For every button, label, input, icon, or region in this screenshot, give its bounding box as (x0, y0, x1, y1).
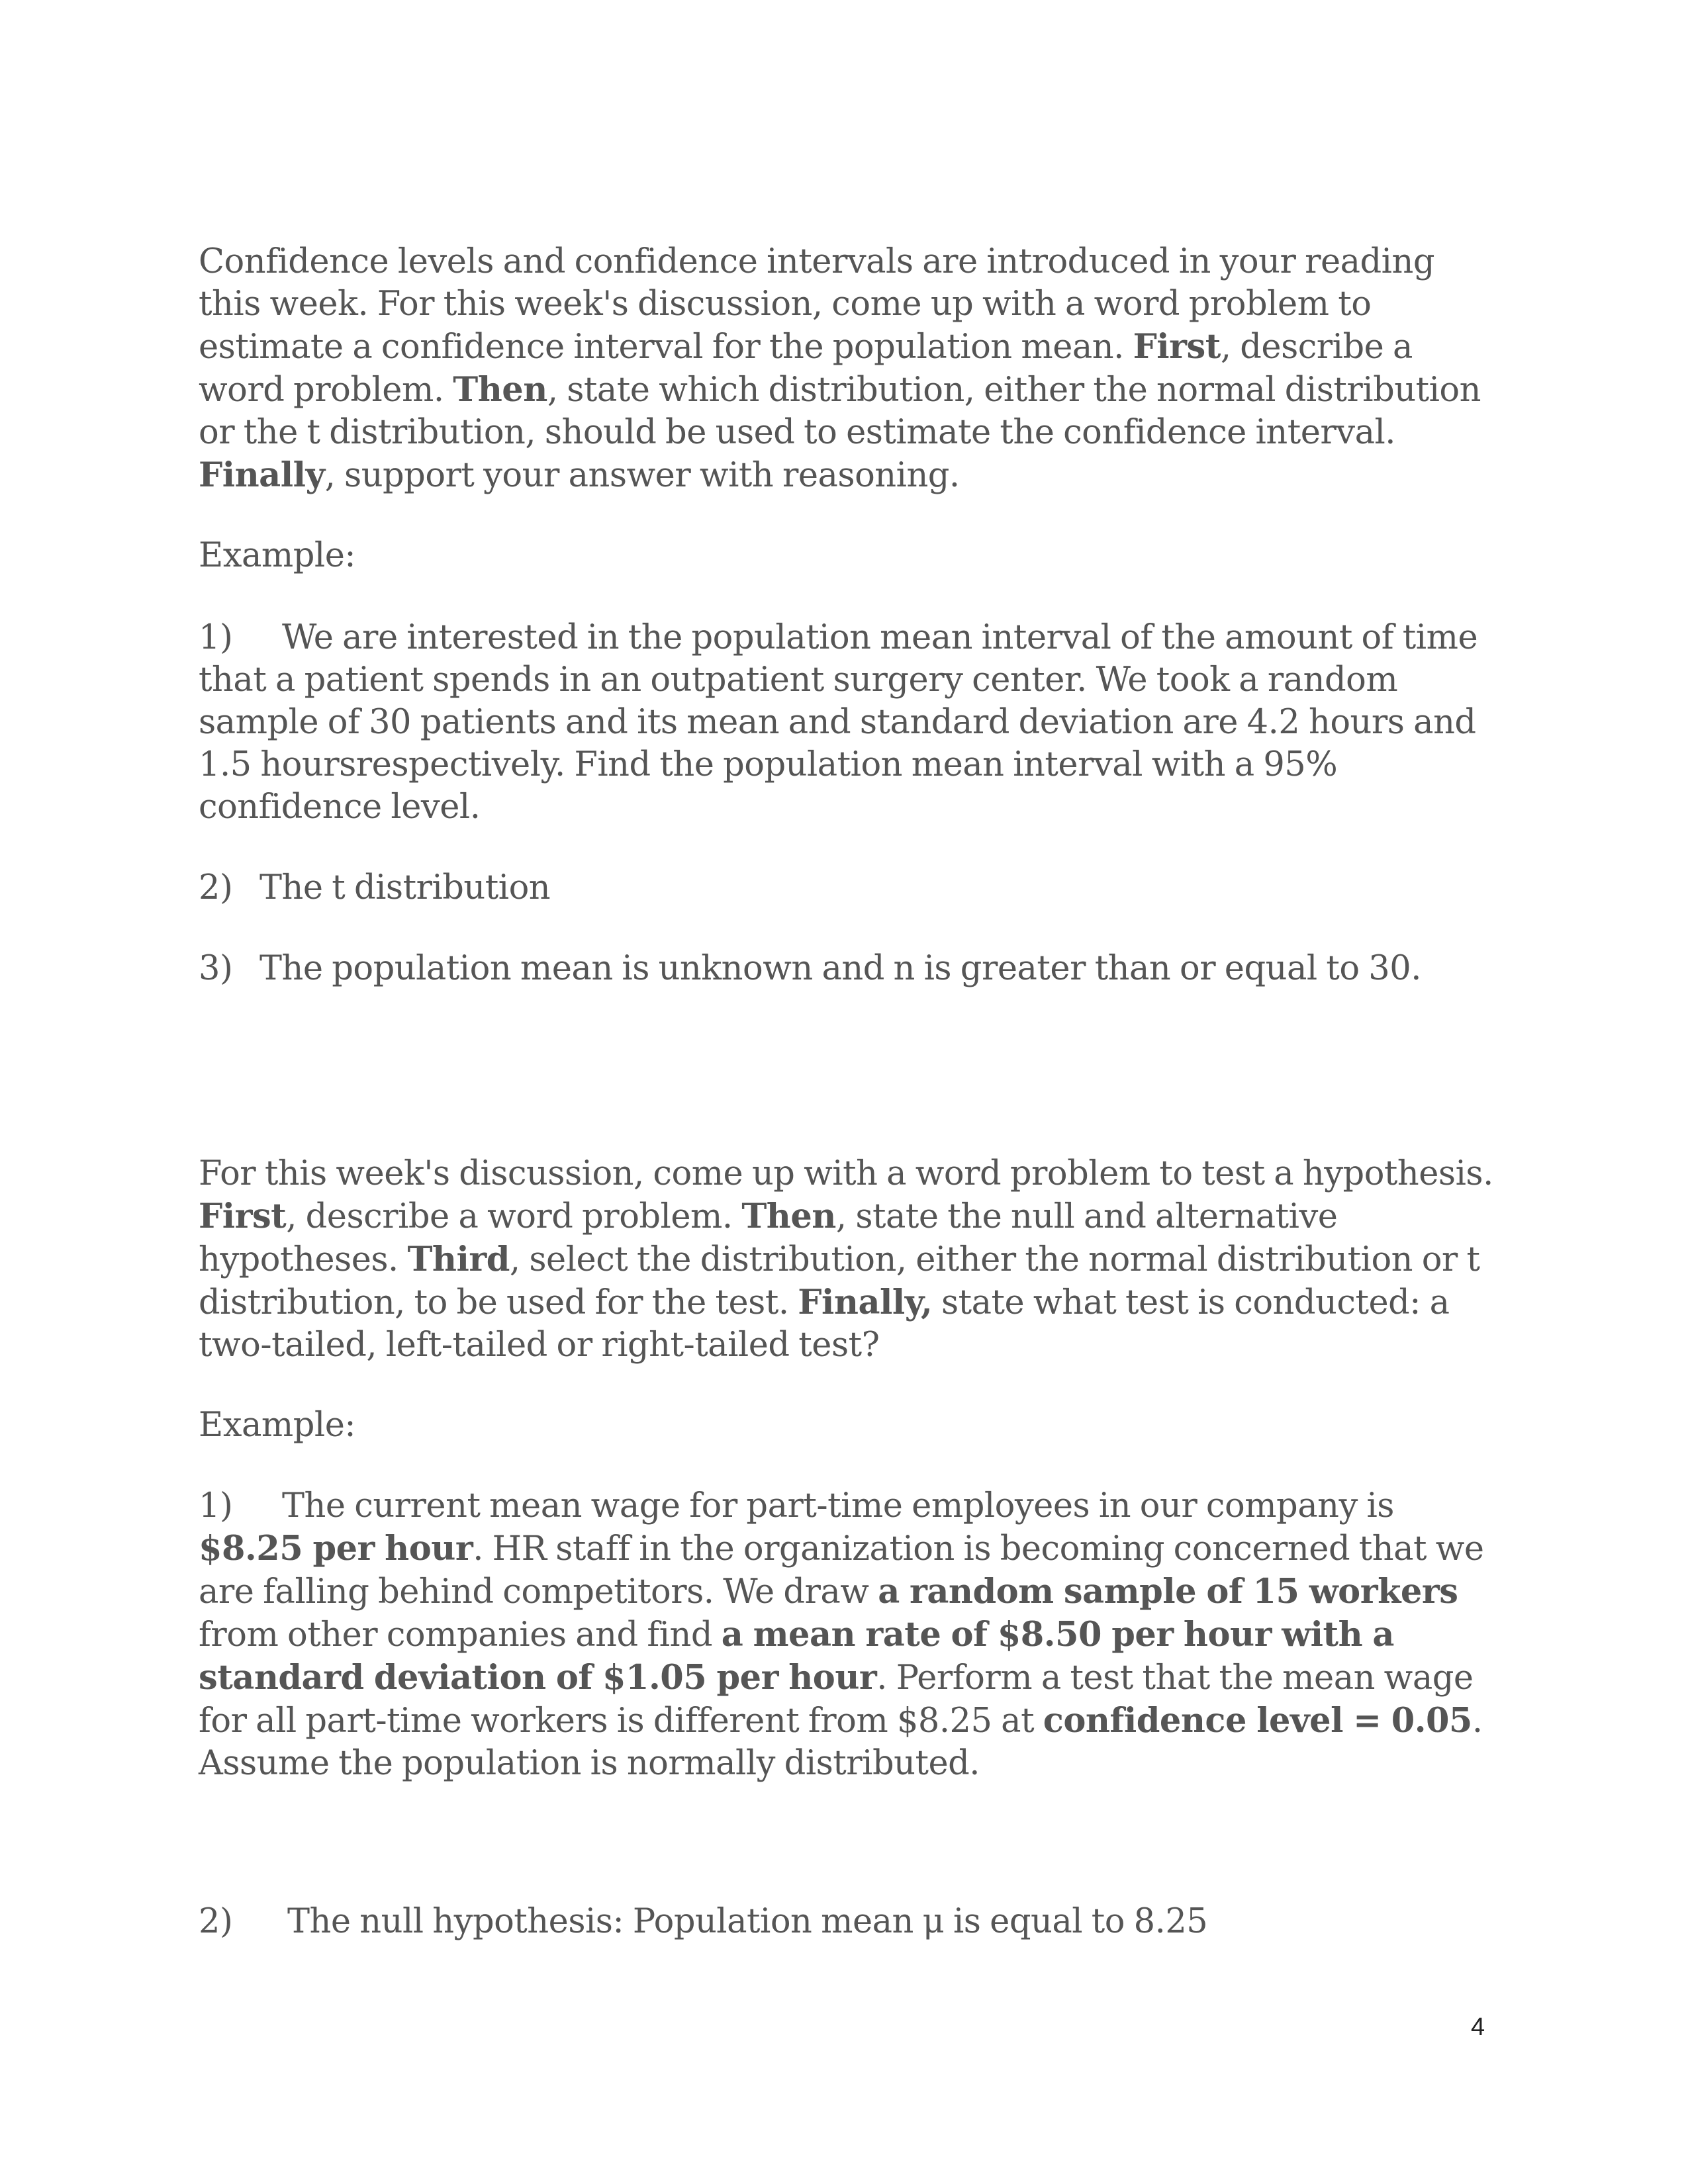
bold-first: First (1133, 327, 1221, 367)
bold-first: First (199, 1197, 287, 1236)
item-text: The null hypothesis: Population mean μ is equal to 8.25 (287, 1902, 1208, 1941)
text-run: , state the null and alternative hypotheses. (199, 1197, 1338, 1279)
text-run: , state which distribution, either the normal distribution or the t distribution, should be used to estimate the confidence interval. (199, 371, 1481, 452)
bold-sample: a random sample of 15 workers (878, 1572, 1458, 1612)
item-number: 2) (199, 868, 233, 907)
section2-item-2 (199, 1901, 1496, 1943)
text-run: , describe a word problem. (286, 1197, 742, 1236)
bold-wage: $8.25 per hour (199, 1529, 473, 1569)
section1-example-label: Example: (199, 536, 356, 575)
text-run: from other companies and find (199, 1615, 722, 1655)
bold-then: Then (453, 370, 547, 410)
text-run: Confidence levels and confidence intervals are introduced in your reading this week. For this week's discussion, come up with a word problem to estimate a confidence interval for the population mean. (199, 242, 1434, 367)
item-text: The t distribution (259, 868, 551, 907)
section1-item-3 (199, 948, 1496, 990)
text-run: , support your answer with reasoning. (324, 456, 960, 495)
item-number: 1) (199, 618, 233, 657)
bold-mean-rate: a mean rate of $8.50 per hour with a standard deviation of $1.05 per hour (199, 1615, 1394, 1698)
bold-confidence: confidence level = 0.05 (1043, 1701, 1472, 1741)
item-number: 3) (199, 949, 233, 988)
section2-example-label: Example: (199, 1406, 356, 1445)
text-run: The current mean wage for part-time employees in our company is (282, 1486, 1394, 1525)
section1-item-2 (199, 867, 1496, 909)
section2-item-1 (199, 1485, 1496, 1785)
text-run: , select the distribution, either the normal distribution or t distribution, to be used for the test. (199, 1240, 1480, 1322)
item-text: We are interested in the population mean interval of the amount of time that a patient spends in an outpatient surgery center. We took a random sample of 30 patients and its mean and standard deviation are 4.2 hours and 1.5 hoursrespectively. Find the population mean interval with a 95% confidence level. (199, 618, 1478, 827)
item-text: The population mean is unknown and n is greater than or equal to 30. (259, 949, 1421, 988)
bold-third: Third (407, 1240, 510, 1279)
section1-intro-paragraph (199, 241, 1496, 497)
text-run: . Assume the population is normally distributed. (199, 1702, 1483, 1783)
text-run: . HR staff in the organization is becoming concerned that we are falling behind competitors. We draw (199, 1529, 1484, 1612)
bold-then: Then (741, 1197, 836, 1236)
bold-finally: Finally (199, 455, 325, 495)
section1-item-1 (199, 617, 1496, 829)
item-number: 2) (199, 1902, 233, 1941)
item-number: 1) (199, 1486, 233, 1525)
text-run: , describe a word problem. (199, 328, 1413, 410)
section2-intro-paragraph (199, 1153, 1496, 1367)
text-run: state what test is conducted: a two-tailed, left-tailed or right-tailed test? (199, 1283, 1450, 1365)
text-run: . Perform a test that the mean wage for all part-time workers is different from $8.25 at (199, 1659, 1474, 1741)
bold-finally: Finally, (798, 1283, 933, 1322)
page-number: 4 (1471, 2013, 1485, 2041)
text-run: For this week's discussion, come up with a word problem to test a hypothesis. (199, 1154, 1493, 1193)
